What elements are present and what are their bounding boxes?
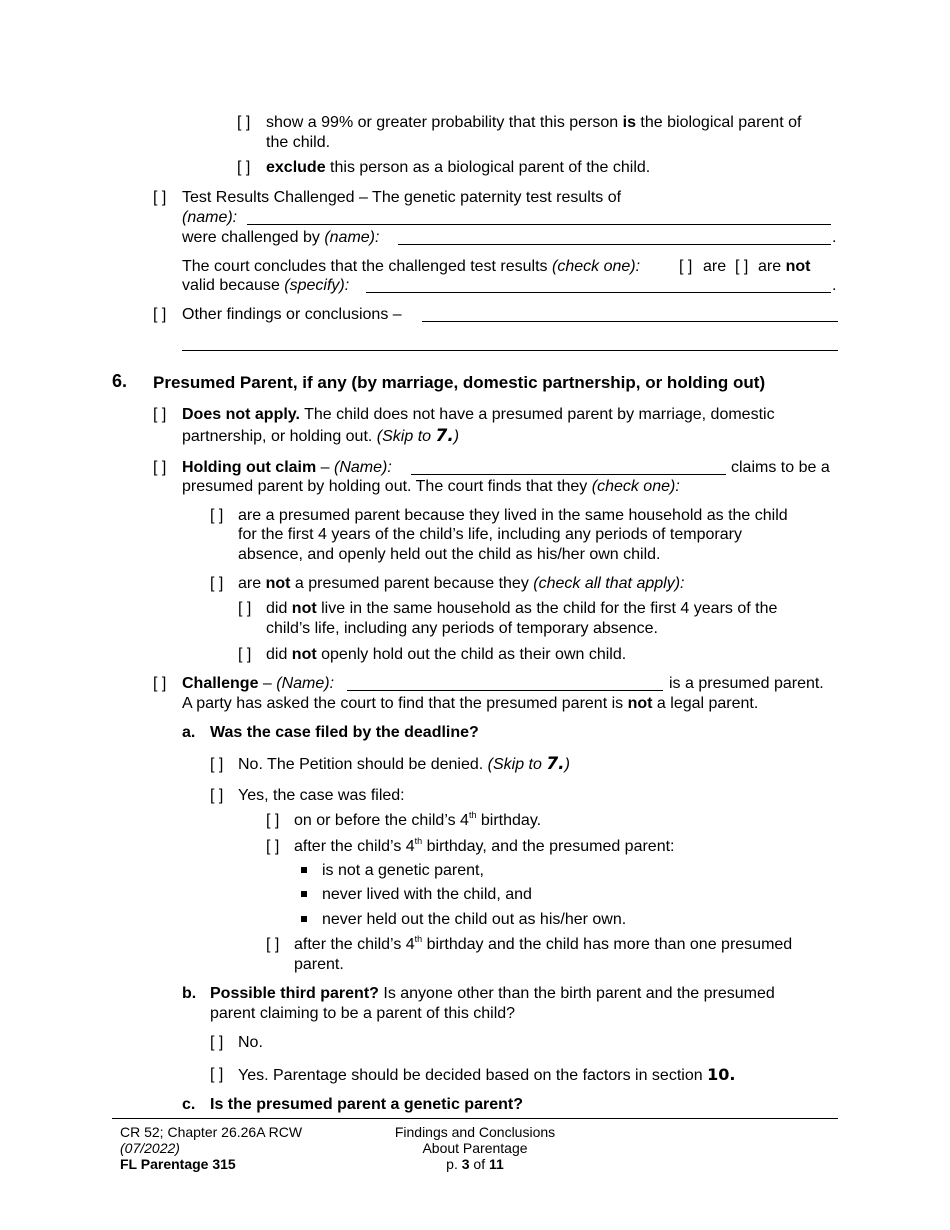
challenge-post-text: is a presumed parent. — [669, 675, 824, 692]
checkbox[interactable]: [ ] — [153, 459, 167, 476]
are-presumed-text-3: absence, and openly held out the child as his/her own child. — [238, 546, 661, 563]
bullet-item: never lived with the child, and — [322, 886, 532, 903]
checkbox[interactable]: [ ] — [238, 600, 252, 617]
subsection-a-label: a. — [182, 724, 196, 741]
challenge-name-blank[interactable] — [347, 690, 663, 691]
bullet-icon — [301, 916, 307, 922]
footer-form-id: FL Parentage 315 — [120, 1156, 236, 1172]
on-before-birthday-text: on or before the child’s 4th birthday. — [294, 810, 542, 829]
after-birthday-text: after the child’s 4th birthday, and the presumed parent: — [294, 836, 675, 855]
conclusion-text: The court concludes that the challenged test results (check one): — [182, 258, 641, 275]
footer-date: (07/2022) — [120, 1140, 180, 1156]
bullet-item: never held out the child out as his/her own. — [322, 911, 627, 928]
other-findings-blank-2[interactable] — [182, 350, 838, 351]
other-findings-blank[interactable] — [422, 321, 838, 322]
b-no-text: No. — [238, 1034, 263, 1051]
bullet-icon — [301, 891, 307, 897]
holding-out-line2: presumed parent by holding out. The court finds that they (check one): — [182, 478, 680, 495]
checkbox[interactable]: [ ] — [237, 159, 251, 176]
subsection-c-title: Is the presumed parent a genetic parent? — [210, 1096, 523, 1113]
subsection-b-line2: parent claiming to be a parent of this child? — [210, 1005, 516, 1022]
period: . — [832, 277, 837, 294]
does-not-apply-line2: partnership, or holding out. (Skip to 7.) — [182, 426, 460, 446]
holding-out-name-blank[interactable] — [411, 474, 726, 475]
option-99-percent-line2: the child. — [266, 134, 331, 151]
footer-page-number: p. 3 of 11 — [446, 1156, 504, 1172]
challenged-by-label: were challenged by (name): — [182, 229, 380, 246]
are-label: are — [703, 258, 727, 275]
subsection-a-title: Was the case filed by the deadline? — [210, 724, 479, 741]
option-exclude: exclude this person as a biological parent of the child. — [266, 159, 651, 176]
bullet-item: is not a genetic parent, — [322, 862, 484, 879]
are-not-label: are not — [758, 258, 811, 275]
checkbox[interactable]: [ ] — [210, 756, 224, 773]
after-birthday-multiple-text: after the child’s 4th birthday and the child has more than one presumed — [294, 934, 793, 953]
claims-text: claims to be a — [731, 459, 830, 476]
period: . — [832, 229, 837, 246]
checkbox[interactable]: [ ] — [153, 675, 167, 692]
checkbox[interactable]: [ ] — [153, 306, 167, 323]
section-title: Presumed Parent, if any (by marriage, domestic partnership, or holding out) — [153, 373, 766, 392]
a-yes-text: Yes, the case was filed: — [238, 787, 405, 804]
did-not-hold-text: did not openly hold out the child as their own child. — [266, 646, 627, 663]
did-not-live-text: did not live in the same household as the child for the first 4 years of the — [266, 600, 778, 617]
subsection-c-label: c. — [182, 1096, 196, 1113]
checkbox[interactable]: [ ] — [266, 838, 280, 855]
section-number: 6. — [112, 371, 128, 391]
checkbox[interactable]: [ ] — [238, 646, 252, 663]
checkbox[interactable]: [ ] — [266, 936, 280, 953]
b-yes-text: Yes. Parentage should be decided based on the factors in section 10. — [238, 1065, 736, 1084]
name-label: (name): — [182, 209, 238, 226]
are-not-presumed-text: are not a presumed parent because they (check all that apply): — [238, 575, 685, 592]
bullet-icon — [301, 867, 307, 873]
footer-title: Findings and Conclusions — [394, 1124, 556, 1140]
other-findings-label: Other findings or conclusions – — [182, 306, 402, 323]
checkbox[interactable]: [ ] — [237, 114, 251, 131]
did-not-live-text-2: child’s life, including any periods of temporary absence. — [266, 620, 658, 637]
footer-title-2: About Parentage — [422, 1140, 528, 1156]
checkbox[interactable]: [ ] — [153, 406, 167, 423]
name-blank[interactable] — [247, 224, 831, 225]
after-birthday-multiple-line2: parent. — [294, 956, 344, 973]
test-results-challenged-label: Test Results Challenged – The genetic paternity test results of — [182, 189, 622, 206]
checkbox-are[interactable]: [ ] — [679, 258, 693, 275]
challenge-line2: A party has asked the court to find that the presumed parent is not a legal parent. — [182, 695, 759, 712]
does-not-apply-text: Does not apply. The child does not have a presumed parent by marriage, domestic — [182, 406, 775, 423]
checkbox[interactable]: [ ] — [210, 787, 224, 804]
subsection-b-title: Possible third parent? Is anyone other than the birth parent and the presumed — [210, 985, 775, 1002]
a-no-text: No. The Petition should be denied. (Skip to 7.) — [238, 754, 570, 774]
valid-because-blank[interactable] — [366, 292, 831, 293]
checkbox[interactable]: [ ] — [210, 1034, 224, 1051]
valid-because-label: valid because (specify): — [182, 277, 350, 294]
checkbox[interactable]: [ ] — [266, 812, 280, 829]
challenged-by-blank[interactable] — [398, 244, 831, 245]
are-presumed-text: are a presumed parent because they lived in the same household as the child — [238, 507, 788, 524]
footer-divider — [112, 1118, 838, 1119]
are-presumed-text-2: for the first 4 years of the child’s life, including any periods of temporary — [238, 526, 742, 543]
checkbox[interactable]: [ ] — [210, 507, 224, 524]
option-99-percent: show a 99% or greater probability that this person is the biological parent of — [266, 114, 802, 131]
holding-out-label: Holding out claim – (Name): — [182, 459, 392, 476]
footer-rule-citation: CR 52; Chapter 26.26A RCW — [120, 1124, 303, 1140]
checkbox[interactable]: [ ] — [210, 575, 224, 592]
challenge-label: Challenge – (Name): — [182, 675, 335, 692]
checkbox[interactable]: [ ] — [153, 189, 167, 206]
checkbox[interactable]: [ ] — [210, 1066, 224, 1083]
checkbox-are-not[interactable]: [ ] — [735, 258, 749, 275]
subsection-b-label: b. — [182, 985, 197, 1002]
